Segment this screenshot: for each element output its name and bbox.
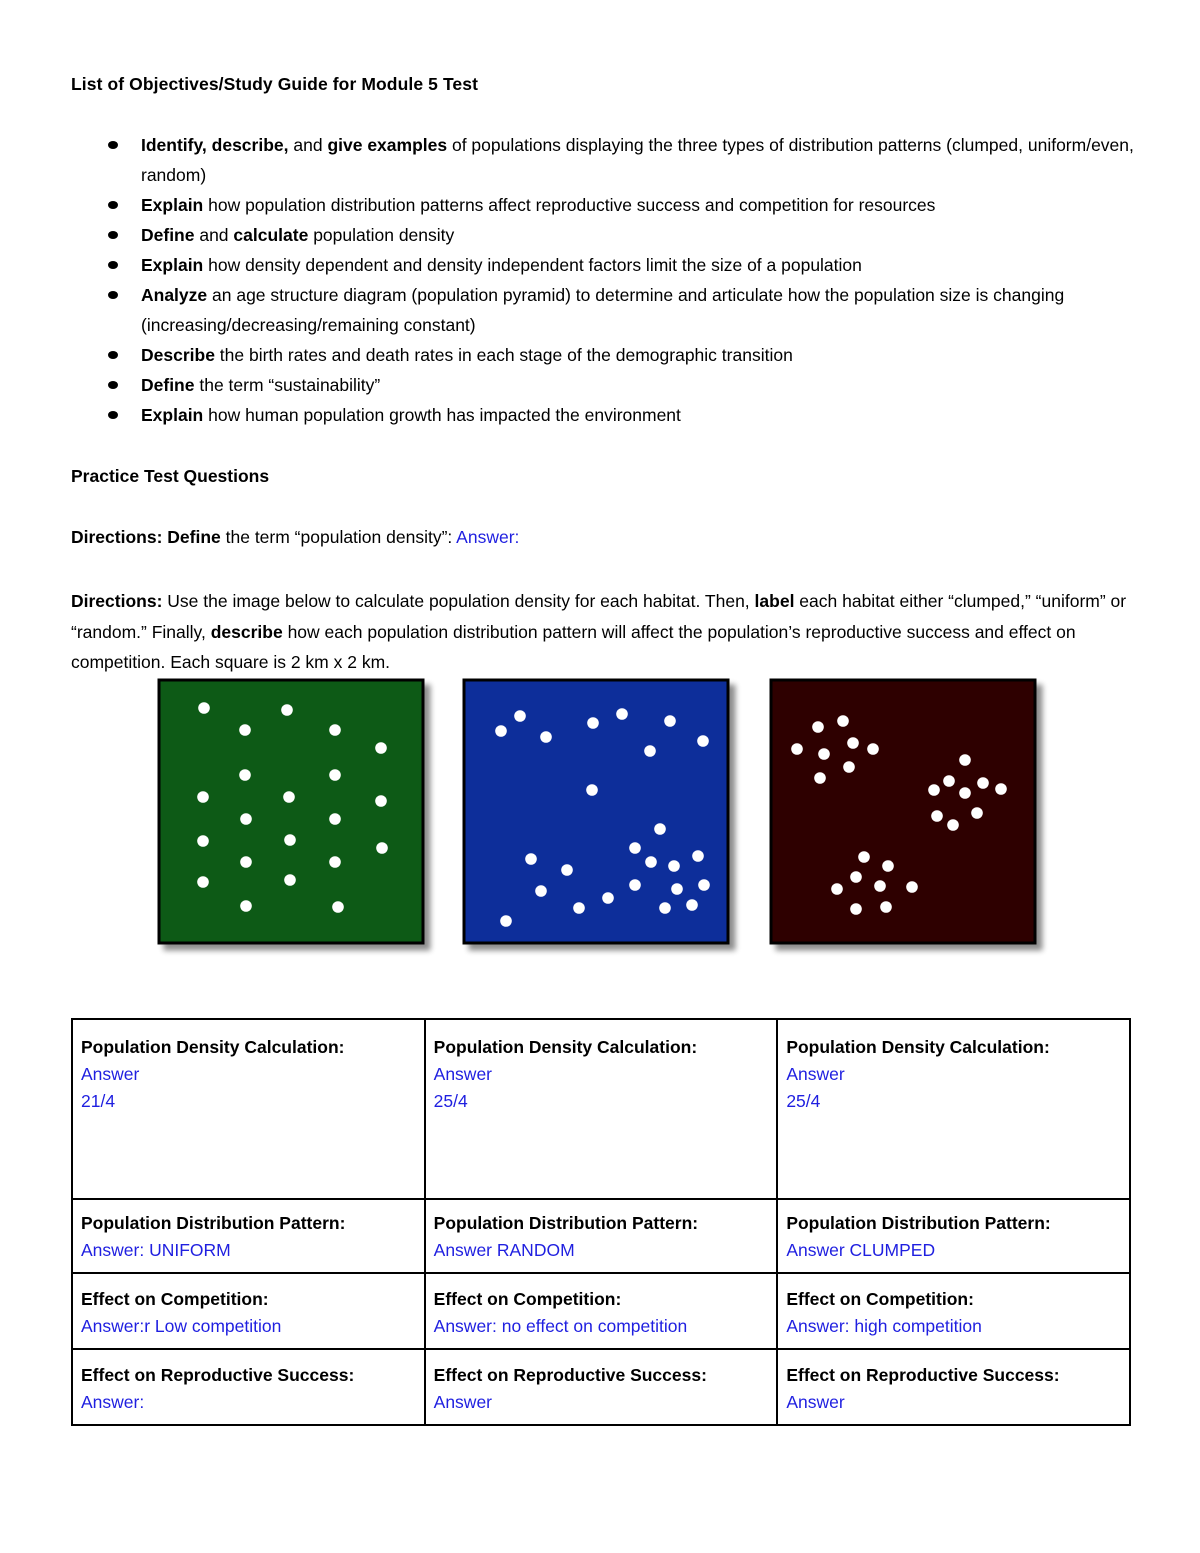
habitat-random (464, 680, 728, 943)
objective-text: Define (141, 225, 195, 245)
objective-text: of populations displaying the three types of distribution patterns (clumped, uniform/even, random) (141, 135, 1134, 185)
organism-dot (837, 715, 849, 727)
directions-text: Directions: (71, 591, 163, 611)
organism-dot (587, 717, 599, 729)
practice-test-title: Practice Test Questions (71, 466, 270, 486)
repro-label: Effect on Reproductive Success: (433, 1365, 707, 1385)
organism-dot (281, 704, 293, 716)
organism-dot (931, 810, 943, 822)
organism-dot (561, 864, 573, 876)
organism-dot (197, 835, 209, 847)
objective-text: Explain (141, 255, 204, 275)
directions-verb: Define (167, 527, 221, 547)
organism-dot (329, 856, 341, 868)
organism-dot (943, 775, 955, 787)
organism-dot (698, 879, 710, 891)
objective-text: Explain (141, 195, 204, 215)
organism-dot (197, 876, 209, 888)
organism-dot (959, 754, 971, 766)
organism-dot (284, 874, 296, 886)
organism-dot (329, 769, 341, 781)
organism-dot (858, 851, 870, 863)
objective-text: Define (141, 375, 195, 395)
directions-text: label (754, 591, 795, 611)
objective-text: and (288, 135, 328, 155)
organism-dot (240, 813, 252, 825)
organism-dot (644, 745, 656, 757)
repro-value: Answer (433, 1392, 493, 1412)
density-cell-1[interactable] (72, 1019, 425, 1199)
organism-dot (971, 807, 983, 819)
directions-text: describe (210, 621, 283, 642)
competition-value: Answer:r Low competition (81, 1316, 282, 1336)
pattern-cell-1[interactable] (72, 1199, 425, 1273)
organism-dot (995, 783, 1007, 795)
competition-value: Answer: no effect on competition (433, 1316, 688, 1336)
competition-label: Effect on Competition: (433, 1289, 622, 1309)
organism-dot (525, 853, 537, 865)
objective-text: Identify, describe, (141, 135, 289, 155)
organism-dot (659, 902, 671, 914)
organism-dot (329, 813, 341, 825)
organism-dot (375, 795, 387, 807)
organism-dot (850, 871, 862, 883)
organism-dot (329, 724, 341, 736)
organism-dot (616, 708, 628, 720)
organism-dot (847, 737, 859, 749)
objective-text: an age structure diagram (population pyramid) to determine and articulate how the population size is changing (increasing/decreasing/remaining constant) (141, 285, 1065, 335)
organism-dot (668, 860, 680, 872)
pattern-label: Population Distribution Pattern: (433, 1213, 699, 1233)
organism-dot (586, 784, 598, 796)
organism-dot (874, 880, 886, 892)
repro-cell-2[interactable] (425, 1349, 778, 1425)
repro-label: Effect on Reproductive Success: (81, 1365, 355, 1385)
organism-dot (818, 748, 830, 760)
document-title: List of Objectives/Study Guide for Module 5 Test (71, 74, 479, 94)
objective-text: how density dependent and density independent factors limit the size of a population (203, 255, 862, 275)
habitat-uniform (159, 680, 423, 943)
competition-label: Effect on Competition: (786, 1289, 974, 1309)
directions-text: each habitat either “clumped,” “uniform” or “random.” Finally, (71, 591, 1127, 642)
organism-dot (495, 725, 507, 737)
organism-dot (880, 901, 892, 913)
organism-dot (928, 784, 940, 796)
organism-dot (959, 787, 971, 799)
directions-text: the term “population density”: (220, 527, 457, 547)
density-value: 21/4 (81, 1091, 116, 1111)
repro-value: Answer: (81, 1392, 145, 1412)
table-row-reproduction (72, 1349, 1130, 1425)
directions-answer[interactable]: Answer: (456, 527, 520, 547)
organism-dot (197, 791, 209, 803)
pattern-value: Answer: UNIFORM (81, 1240, 231, 1260)
density-cell-3[interactable] (777, 1019, 1130, 1199)
organism-dot (500, 915, 512, 927)
habitat-clumped-square (771, 680, 1035, 943)
organism-dot (686, 899, 698, 911)
competition-value: Answer: high competition (786, 1316, 982, 1336)
organism-dot (882, 860, 894, 872)
density-label: Population Density Calculation: (81, 1037, 345, 1057)
organism-dot (867, 743, 879, 755)
answer-table (71, 1018, 1131, 1426)
pattern-label: Population Distribution Pattern: (81, 1213, 346, 1233)
repro-label: Effect on Reproductive Success: (786, 1365, 1060, 1385)
objective-text: population density (308, 225, 455, 245)
organism-dot (791, 743, 803, 755)
density-value: 25/4 (433, 1091, 468, 1111)
organism-dot (240, 856, 252, 868)
organism-dot (850, 903, 862, 915)
organism-dot (947, 819, 959, 831)
objective-text: calculate (233, 225, 309, 245)
organism-dot (602, 892, 614, 904)
organism-dot (239, 724, 251, 736)
directions-label: Directions: (71, 527, 163, 547)
density-cell-2[interactable] (425, 1019, 778, 1199)
organism-dot (664, 715, 676, 727)
organism-dot (375, 742, 387, 754)
organism-dot (654, 823, 666, 835)
objective-text: Analyze (141, 285, 208, 305)
competition-cell-3[interactable] (777, 1273, 1130, 1349)
repro-value: Answer (786, 1392, 845, 1412)
pattern-cell-3[interactable] (777, 1199, 1130, 1273)
habitat-uniform-square (159, 680, 423, 943)
repro-cell-1[interactable] (72, 1349, 425, 1425)
organism-dot (977, 777, 989, 789)
competition-cell-1[interactable] (72, 1273, 425, 1349)
answer-label: Answer (81, 1064, 140, 1084)
organism-dot (814, 772, 826, 784)
pattern-value: Answer CLUMPED (786, 1240, 936, 1260)
organism-dot (376, 842, 388, 854)
organism-dot (697, 735, 709, 747)
objective-text: and (194, 225, 234, 245)
organism-dot (645, 856, 657, 868)
organism-dot (514, 710, 526, 722)
organism-dot (812, 721, 824, 733)
directions-text: Use the image below to calculate population density for each habitat. Then, (162, 591, 755, 611)
pattern-cell-2[interactable] (425, 1199, 778, 1273)
density-label: Population Density Calculation: (786, 1037, 1050, 1057)
organism-dot (573, 902, 585, 914)
organism-dot (535, 885, 547, 897)
repro-cell-3[interactable] (777, 1349, 1130, 1425)
organism-dot (906, 881, 918, 893)
answer-label: Answer (786, 1064, 845, 1084)
objective-text: Describe (141, 345, 215, 365)
organism-dot (332, 901, 344, 913)
organism-dot (671, 883, 683, 895)
organism-dot (831, 883, 843, 895)
density-value: 25/4 (786, 1091, 821, 1111)
organism-dot (284, 834, 296, 846)
competition-cell-2[interactable] (425, 1273, 778, 1349)
organism-dot (629, 879, 641, 891)
objective-text: give examples (327, 135, 448, 155)
objective-text: Explain (141, 405, 204, 425)
organism-dot (843, 761, 855, 773)
objective-text: how population distribution patterns affect reproductive success and competition for resources (203, 195, 936, 215)
organism-dot (540, 731, 552, 743)
pattern-value: Answer RANDOM (433, 1240, 575, 1260)
objective-text: the birth rates and death rates in each stage of the demographic transition (214, 345, 793, 365)
habitat-clumped (771, 680, 1035, 943)
organism-dot (240, 900, 252, 912)
organism-dot (629, 842, 641, 854)
objective-text: how human population growth has impacted the environment (203, 405, 681, 425)
organism-dot (239, 769, 251, 781)
pattern-label: Population Distribution Pattern: (786, 1213, 1051, 1233)
organism-dot (198, 702, 210, 714)
competition-label: Effect on Competition: (81, 1289, 269, 1309)
density-label: Population Density Calculation: (433, 1037, 698, 1057)
organism-dot (692, 850, 704, 862)
objective-text: the term “sustainability” (194, 375, 381, 395)
table-row-pattern (72, 1199, 1130, 1273)
organism-dot (283, 791, 295, 803)
directions-text: how each population distribution pattern will affect the population’s reproductive success and effect on competition. Each square is 2 km x 2 km. (71, 621, 1076, 672)
table-row-density (72, 1019, 1130, 1199)
answer-label: Answer (433, 1064, 493, 1084)
table-row-competition (72, 1273, 1130, 1349)
